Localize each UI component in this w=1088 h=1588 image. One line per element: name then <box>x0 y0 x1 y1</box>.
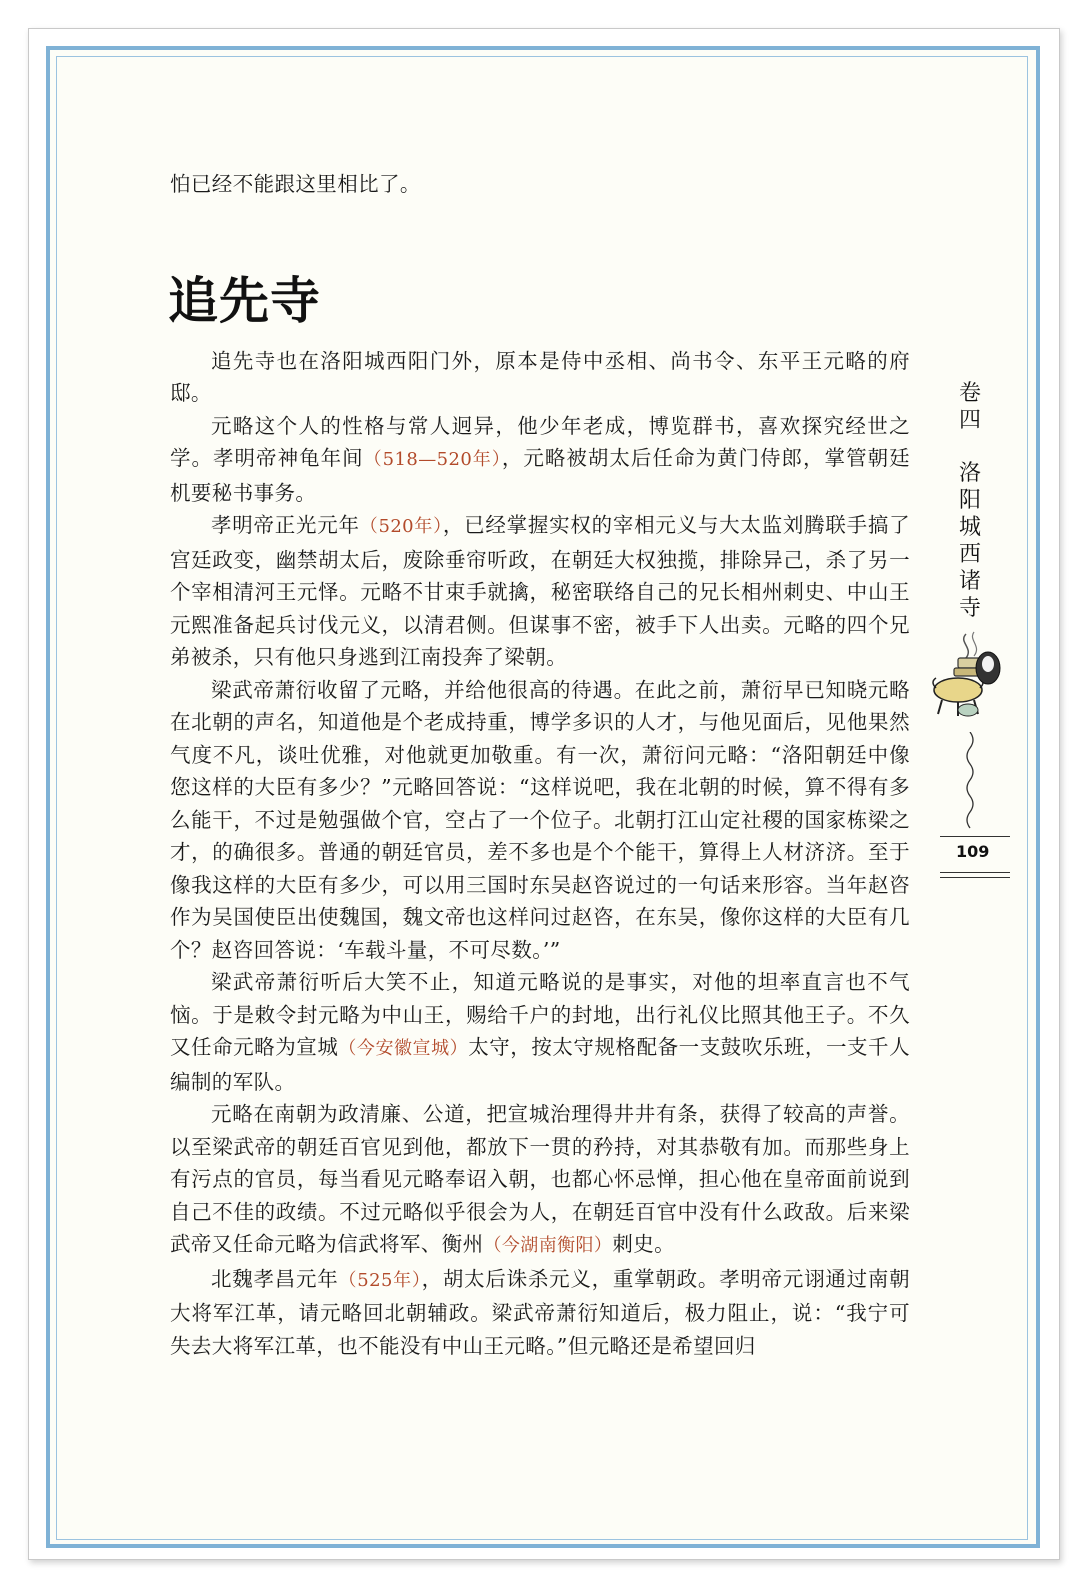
body-text <box>170 168 910 1362</box>
paragraph-7-text-a: 北魏孝昌元年 <box>211 1266 339 1291</box>
paragraph-2 <box>170 410 910 510</box>
paragraph-3-text-a: 孝明帝正光元年 <box>211 513 360 537</box>
chapter-char: 寺 <box>958 596 981 621</box>
paragraph-1: 追先寺也在洛阳城西阳门外，原本是侍中丞相、尚书令、东平王元略的府邸。 <box>170 348 910 405</box>
section-char: 四 <box>958 408 981 433</box>
date-note-520: （520年） <box>359 516 443 537</box>
page-number-rule-top <box>940 836 1010 837</box>
chapter-char: 洛 <box>958 461 981 486</box>
place-note-hengyang: （今湖南衡阳） <box>483 1235 613 1256</box>
page-number-rule-bottom-2 <box>940 877 1010 878</box>
paragraph-6-text-b: 刺史。 <box>612 1232 676 1256</box>
paragraph-5-text-b: 太守，按太守规格配备一支鼓吹乐班，一支千人编制的军队。 <box>170 1035 911 1094</box>
paragraph-6 <box>170 1098 910 1263</box>
paragraph-3 <box>170 509 910 674</box>
chapter-char: 阳 <box>958 488 981 513</box>
intro-line: 怕已经不能跟这里相比了。 <box>170 172 421 196</box>
chapter-char: 城 <box>958 515 981 540</box>
paragraph-3-text-b: ，已经掌握实权的宰相元义与大太监刘腾联手搞了宫廷政变，幽禁胡太后，废除垂帘听政，在朝廷大权独揽，排除异己，杀了另一个宰相清河王元怿。元略不甘束手就擒，秘密联络自己的兄长相州刺史、中山王元熙准备起兵讨伐元义，以清君侧。但谋事不密，被手下人出卖。元略的四个兄弟被杀，只有他只身逃到江南投奔了梁朝。 <box>170 513 910 669</box>
section-char: 卷 <box>958 381 981 406</box>
date-note-518-520: （518—520年） <box>363 449 502 470</box>
chapter-char: 西 <box>958 542 981 567</box>
chapter-char: 诸 <box>958 569 981 594</box>
running-header-vertical <box>950 380 990 622</box>
paragraph-5 <box>170 966 910 1098</box>
paragraph-7-text-b: ，胡太后诛杀元义，重掌朝政。孝明帝元诩通过南朝大将军江革，请元略回北朝辅政。梁武帝萧衍知道后，极力阻止，说：“我宁可失去大将军江革，也不能没有中山王元略。”但元略还是希望回归 <box>170 1266 911 1358</box>
page-number: 109 <box>956 842 990 861</box>
paragraph-7 <box>170 1263 910 1363</box>
paragraph-6-text-a: 元略在南朝为政清廉、公道，把宣城治理得井井有条，获得了较高的声誉。以至梁武帝的朝廷百官见到他，都放下一贯的矜持，对其恭敬有加。而那些身上有污点的官员，每当看见元略奉诏入朝，也都心怀忌惮，担心他在皇帝面前说到自己不佳的政绩。不过元略似乎很会为人，在朝廷百官中没有什么政敌。后来梁武帝又任命元略为信武将军、衡州 <box>170 1102 910 1256</box>
page-number-rule-bottom <box>940 872 1010 873</box>
incense-burner-illustration <box>928 628 1008 728</box>
paragraph-2-text-a: 元略这个人的性格与常人迥异，他少年老成，博览群书，喜欢探究经世之学。孝明帝神龟年间 <box>170 413 910 470</box>
paragraph-4: 梁武帝萧衍收留了元略，并给他很高的待遇。在此之前，萧衍早已知晓元略在北朝的声名，知道他是个老成持重，博学多识的人才，与他见面后，见他果然气度不凡，谈吐优雅，对他就更加敬重。有一次，萧衍问元略：“洛阳朝廷中像您这样的大臣有多少？”元略回答说：“这样说吧，我在北朝的时候，算不得有多么能干，不过是勉强做个官，空占了一个位子。北朝打江山定社稷的国家栋梁之才，的确很多。普通的朝廷官员，差不多也是个个能干，算得上人材济济。至于像我这样的大臣有多少，可以用三国时东吴赵咨说过的一句话来形容。当年赵咨作为吴国使臣出使魏国，魏文帝也这样问过赵咨，在东吴，像你这样的大臣有几个？赵咨回答说：‘车载斗量，不可尽数。’” <box>170 677 910 962</box>
chapter-title: 追先寺 <box>168 271 321 330</box>
decorative-wave-line <box>958 732 982 832</box>
paragraph-5-text-a: 梁武帝萧衍听后大笑不止，知道元略说的是事实，对他的坦率直言也不气恼。于是敕令封元略为中山王，赐给千户的封地，出行礼仪比照其他王子。不久又任命元略为宣城 <box>170 970 910 1059</box>
date-note-525: （525年） <box>338 1269 422 1291</box>
paragraph-2-text-b: ，元略被胡太后任命为黄门侍郎，掌管朝廷机要秘书事务。 <box>170 446 910 505</box>
place-note-xuancheng: （今安徽宣城） <box>338 1038 469 1059</box>
